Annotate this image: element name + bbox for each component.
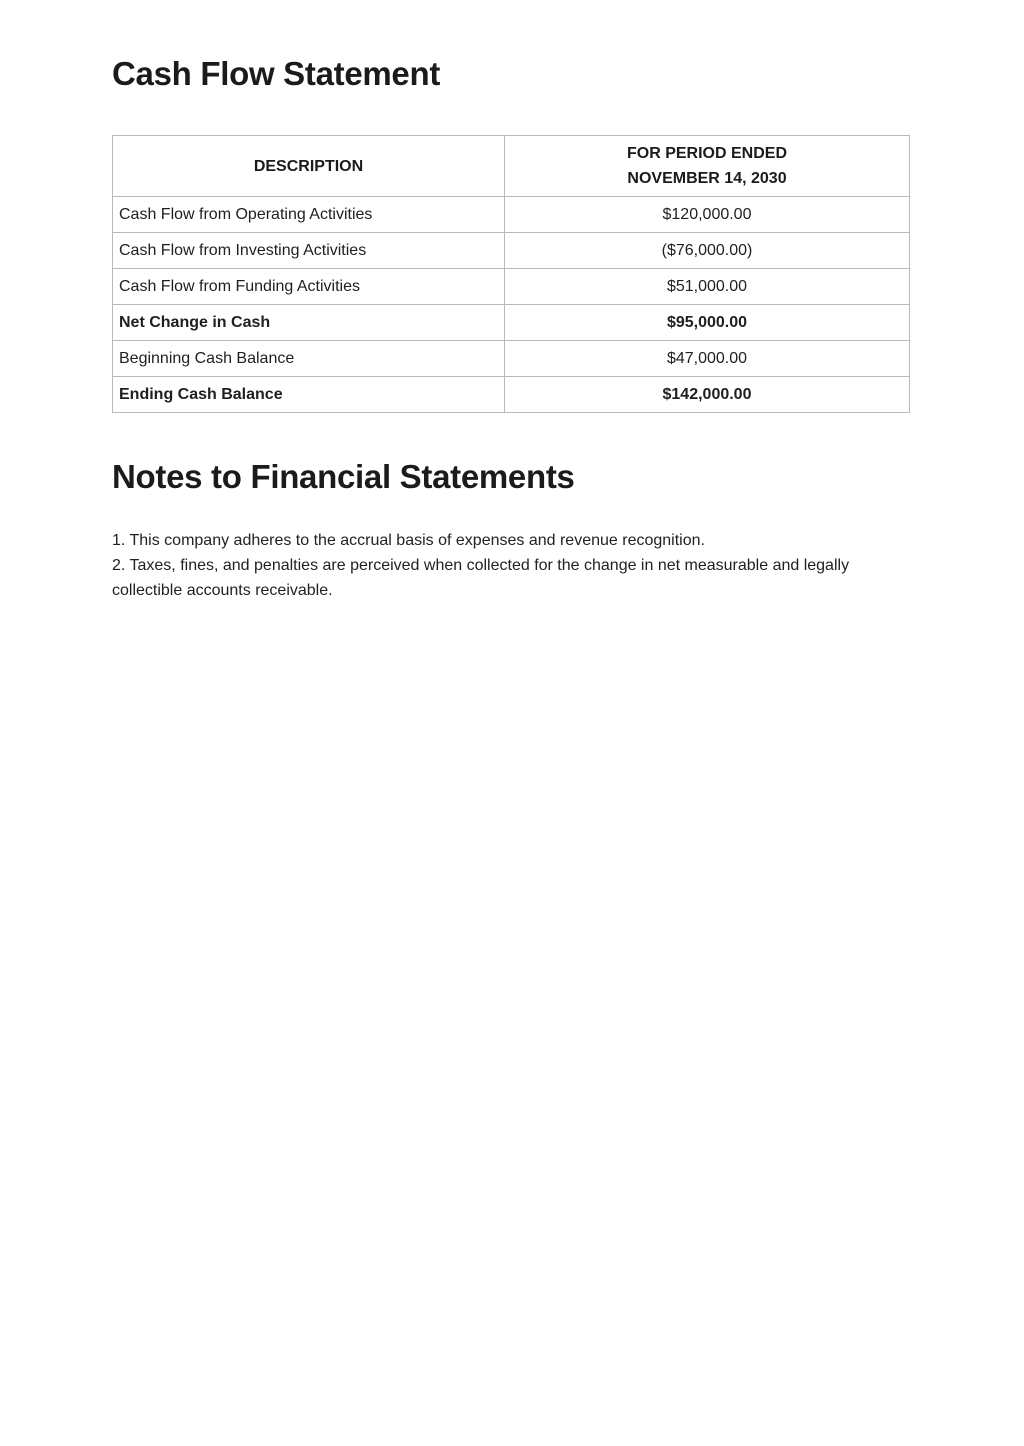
row-label: Cash Flow from Funding Activities bbox=[113, 269, 505, 305]
page-title: Cash Flow Statement bbox=[112, 55, 441, 92]
notes-title: Notes to Financial Statements bbox=[112, 458, 575, 495]
table-row-investing bbox=[113, 233, 910, 269]
row-label: Cash Flow from Investing Activities bbox=[113, 233, 505, 269]
note-item: 2. Taxes, fines, and penalties are perceived when collected for the change in net measurable and legally collectible accounts receivable. bbox=[112, 557, 850, 599]
row-label: Ending Cash Balance bbox=[113, 377, 505, 413]
row-label: Net Change in Cash bbox=[113, 305, 505, 341]
table-row-operating bbox=[113, 197, 910, 233]
cash-flow-table bbox=[112, 135, 910, 413]
row-value: ($76,000.00) bbox=[505, 233, 910, 269]
table-row-funding bbox=[113, 269, 910, 305]
row-value: $51,000.00 bbox=[505, 269, 910, 305]
row-value: $142,000.00 bbox=[505, 377, 910, 413]
table-row-net-change bbox=[113, 305, 910, 341]
row-label: Beginning Cash Balance bbox=[113, 341, 505, 377]
notes-list bbox=[112, 528, 922, 603]
header-period bbox=[505, 136, 910, 197]
header-period-line1: FOR PERIOD ENDED bbox=[626, 145, 787, 162]
row-value: $120,000.00 bbox=[505, 197, 910, 233]
row-value: $47,000.00 bbox=[505, 341, 910, 377]
header-period-line2: NOVEMBER 14, 2030 bbox=[627, 170, 787, 187]
table-row-beginning-balance bbox=[113, 341, 910, 377]
table-row-ending-balance bbox=[113, 377, 910, 413]
row-value: $95,000.00 bbox=[505, 305, 910, 341]
table-header-row bbox=[113, 136, 910, 197]
row-label: Cash Flow from Operating Activities bbox=[113, 197, 505, 233]
header-description: DESCRIPTION bbox=[113, 136, 505, 197]
note-item: 1. This company adheres to the accrual basis of expenses and revenue recognition. bbox=[112, 532, 705, 549]
